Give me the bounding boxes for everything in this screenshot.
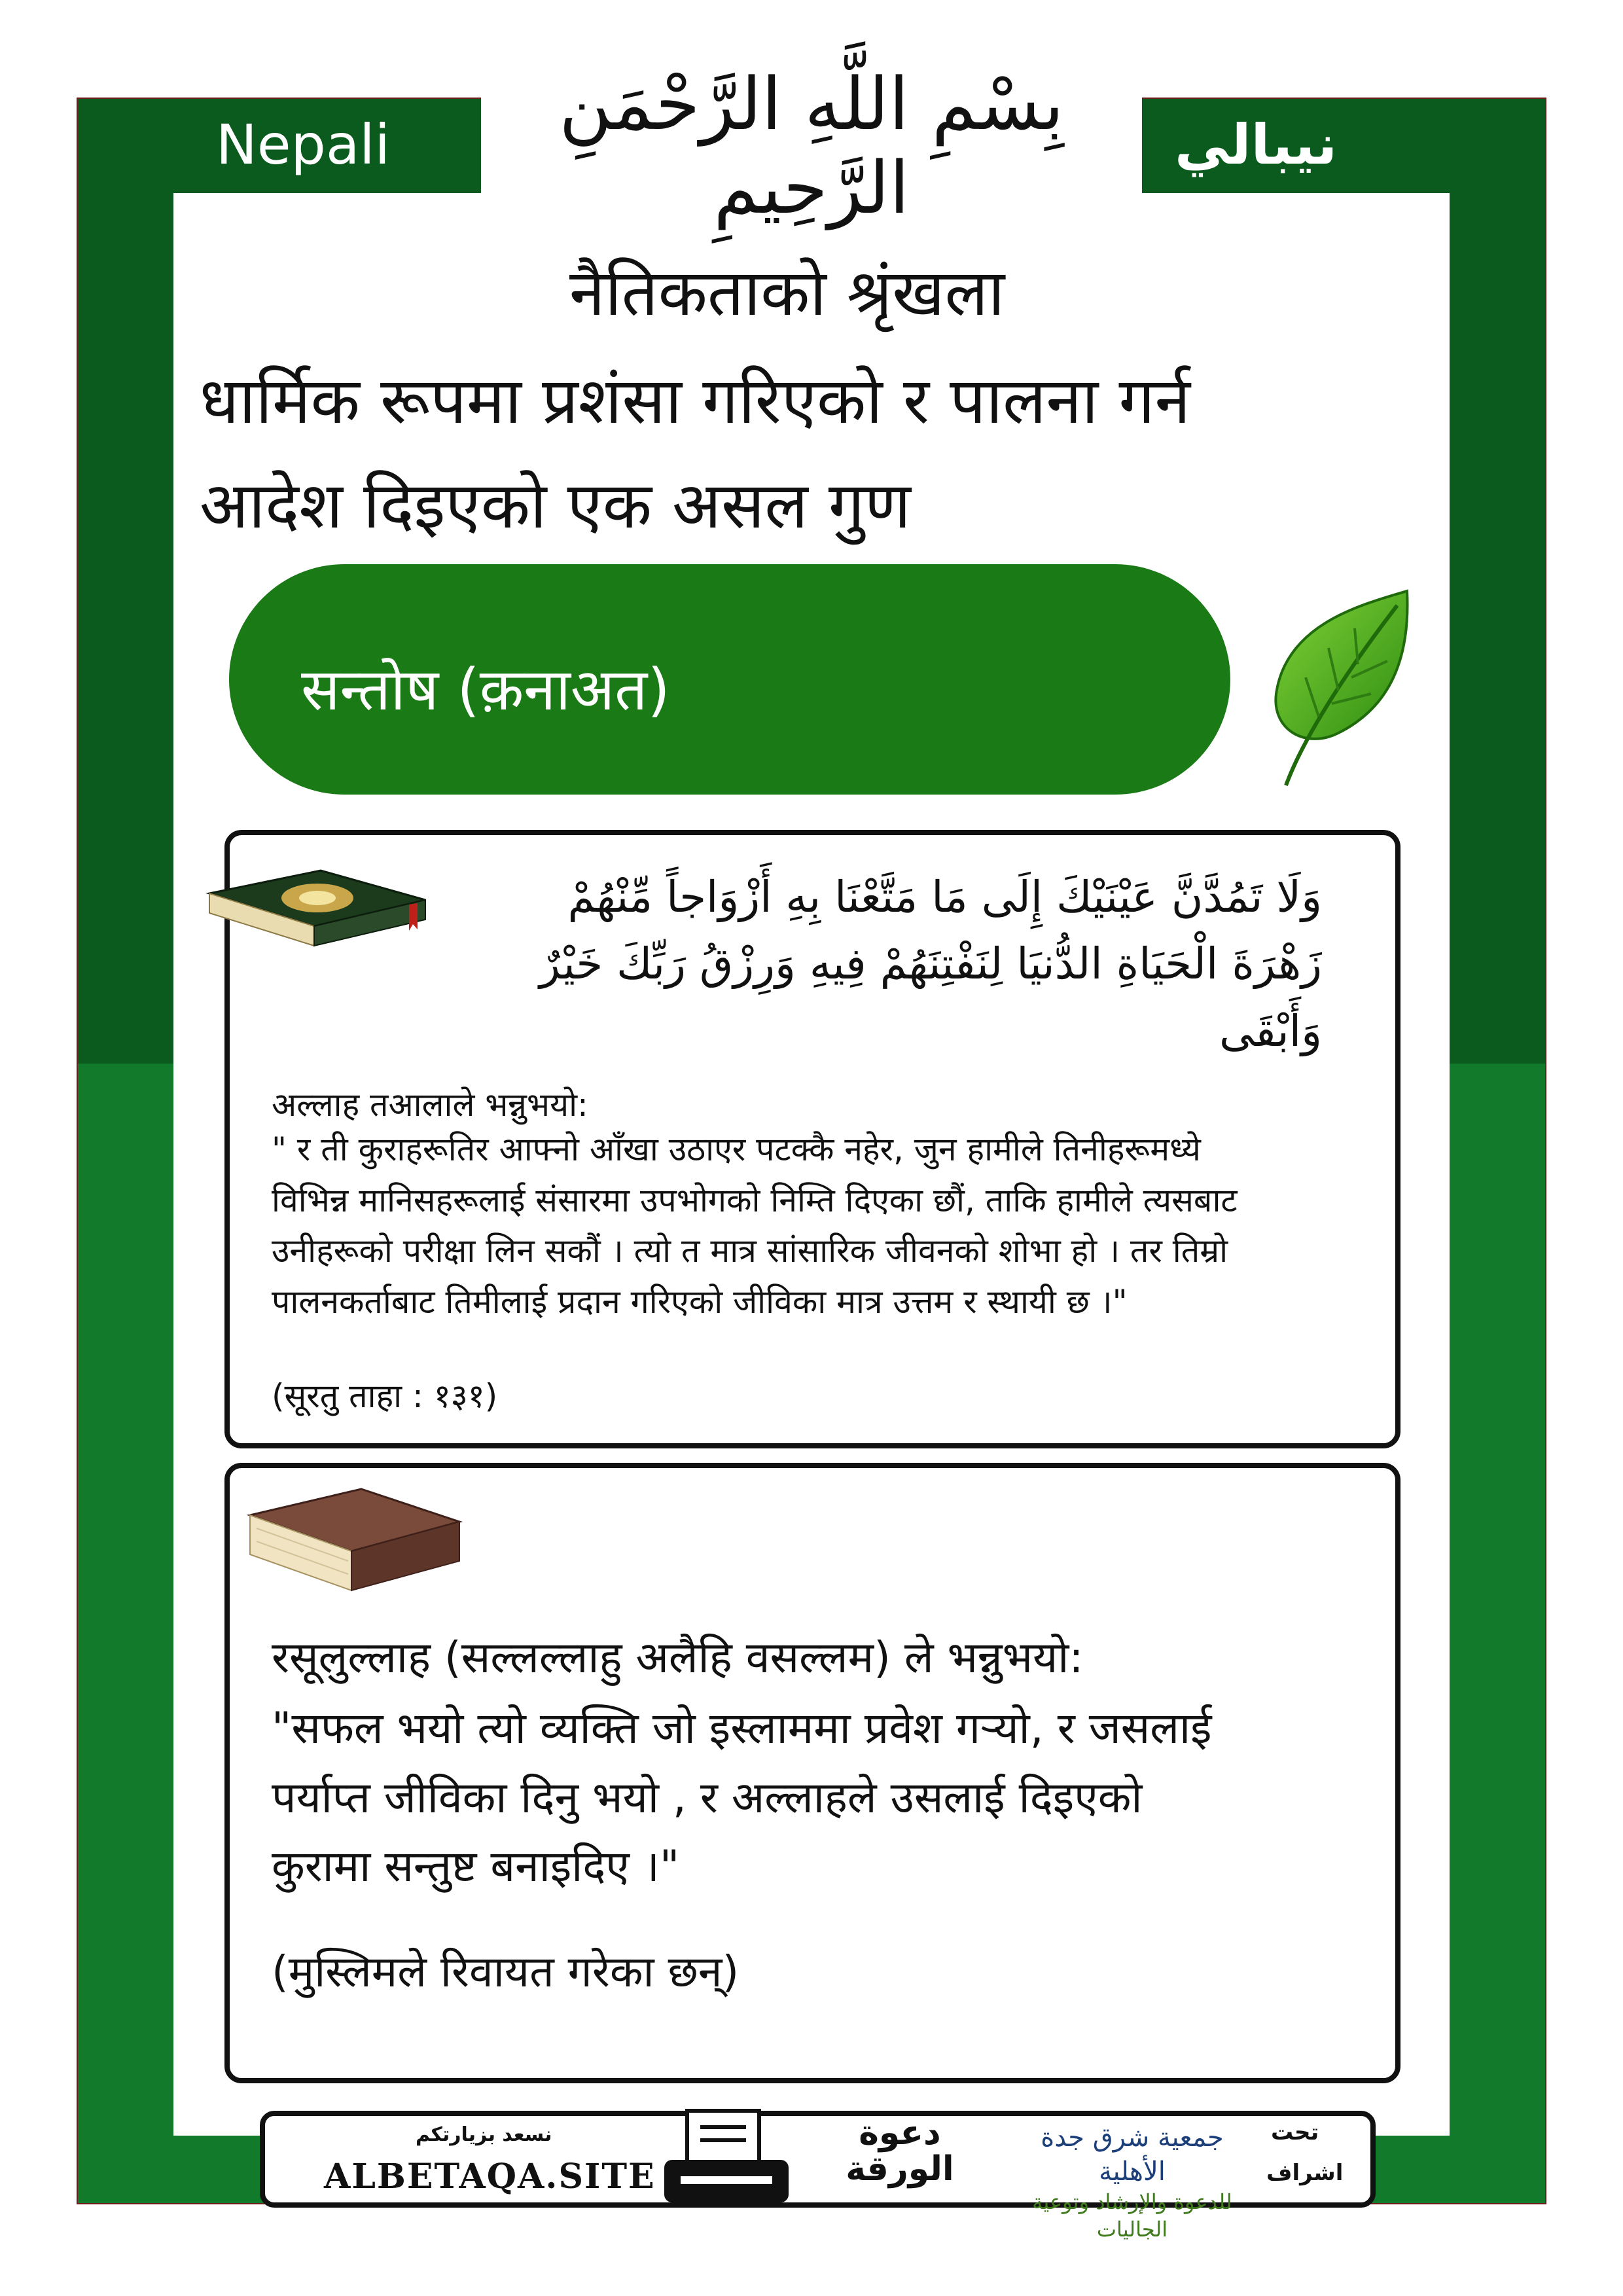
footer-welcome: نسعد بزيارتكم (416, 2123, 552, 2146)
language-label-english: Nepali (216, 113, 390, 177)
quran-book-icon (196, 864, 438, 956)
quran-verse-arabic: وَلَا تَمُدَّنَّ عَيْنَيْكَ إِلَى مَا مَتَّعْنَا بِهِ أَزْوَاجاً مِّنْهُمْ زَهْرَةَ الْحَيَاةِ الدُّنيَا لِنَفْتِنَهُمْ فِيهِ وَرِزْقُ رَبِّكَ خَيْرٌ وَأَبْقَى (539, 872, 1322, 1056)
hadith-intro: रसूलुल्लाह (सल्लल्लाहु अलैहि वसल्लम) ले भन्नुभयो: (272, 1632, 1084, 1683)
hadith-book-icon (243, 1476, 466, 1600)
quran-reference: (सूरतु ताहा : १३१) (272, 1377, 498, 1415)
footer-organization (1005, 2121, 1260, 2243)
printer-icon (658, 2104, 795, 2209)
language-label-arabic: نيبالي (1175, 113, 1338, 177)
footer-supervision-label: اشراف (1266, 2160, 1344, 2186)
series-title: नैतिकताको श्रृंखला (569, 256, 1005, 331)
basmala-calligraphy: بِسْمِ اللَّهِ الرَّحْمَنِ الرَّحِيمِ (559, 62, 1064, 230)
hadith-text: "सफल भयो त्यो व्यक्ति जो इस्लाममा प्रवेश गऱ्यो, र जसलाई पर्याप्त जीविका दिनु भयो , र अल्लाहले उसलाई दिइएको कुरामा सन्तुष्ट बनाइदिए ।" (272, 1703, 1212, 1892)
hadith-reference: (मुस्लिमले रिवायत गरेका छन्) (272, 1946, 740, 1997)
subtitle-line-2: आदेश दिइएको एक असल गुण (200, 469, 911, 543)
topic-label: सन्तोष (क़नाअत) (301, 656, 670, 723)
footer-org-subtitle: للدعوة والإرشاد وتوعية الجاليات (1032, 2189, 1232, 2242)
leaf-icon (1260, 586, 1417, 795)
footer-brand-logo: دعوة الورقة (846, 2113, 954, 2189)
footer-under-label: تحت (1271, 2119, 1319, 2145)
footer-site-link[interactable]: ALBETAQA.SITE (324, 2157, 656, 2197)
subtitle-line-1: धार्मिक रूपमा प्रशंसा गरिएको र पालना गर्न (200, 364, 1191, 439)
quran-intro: अल्लाह तआलाले भन्नुभयो: (272, 1086, 588, 1124)
footer-org-name: جمعية شرق جدة الأهلية (1041, 2123, 1224, 2187)
quran-translation: " र ती कुराहरूतिर आफ्नो आँखा उठाएर पटक्कै नहेर, जुन हामीले तिनीहरूमध्ये विभिन्न मानिसहरूलाई संसारमा उपभोगको निम्ति दिएका छौं, ताकि हामीले त्यसबाट उनीहरूको परीक्षा लिन सकौं । त्यो त मात्र सांसारिक जीवनको शोभा हो । तर तिम्रो पालनकर्ताबाट तिमीलाई प्रदान गरिएको जीविका मात्र उत्तम र स्थायी छ ।" (272, 1130, 1238, 1321)
